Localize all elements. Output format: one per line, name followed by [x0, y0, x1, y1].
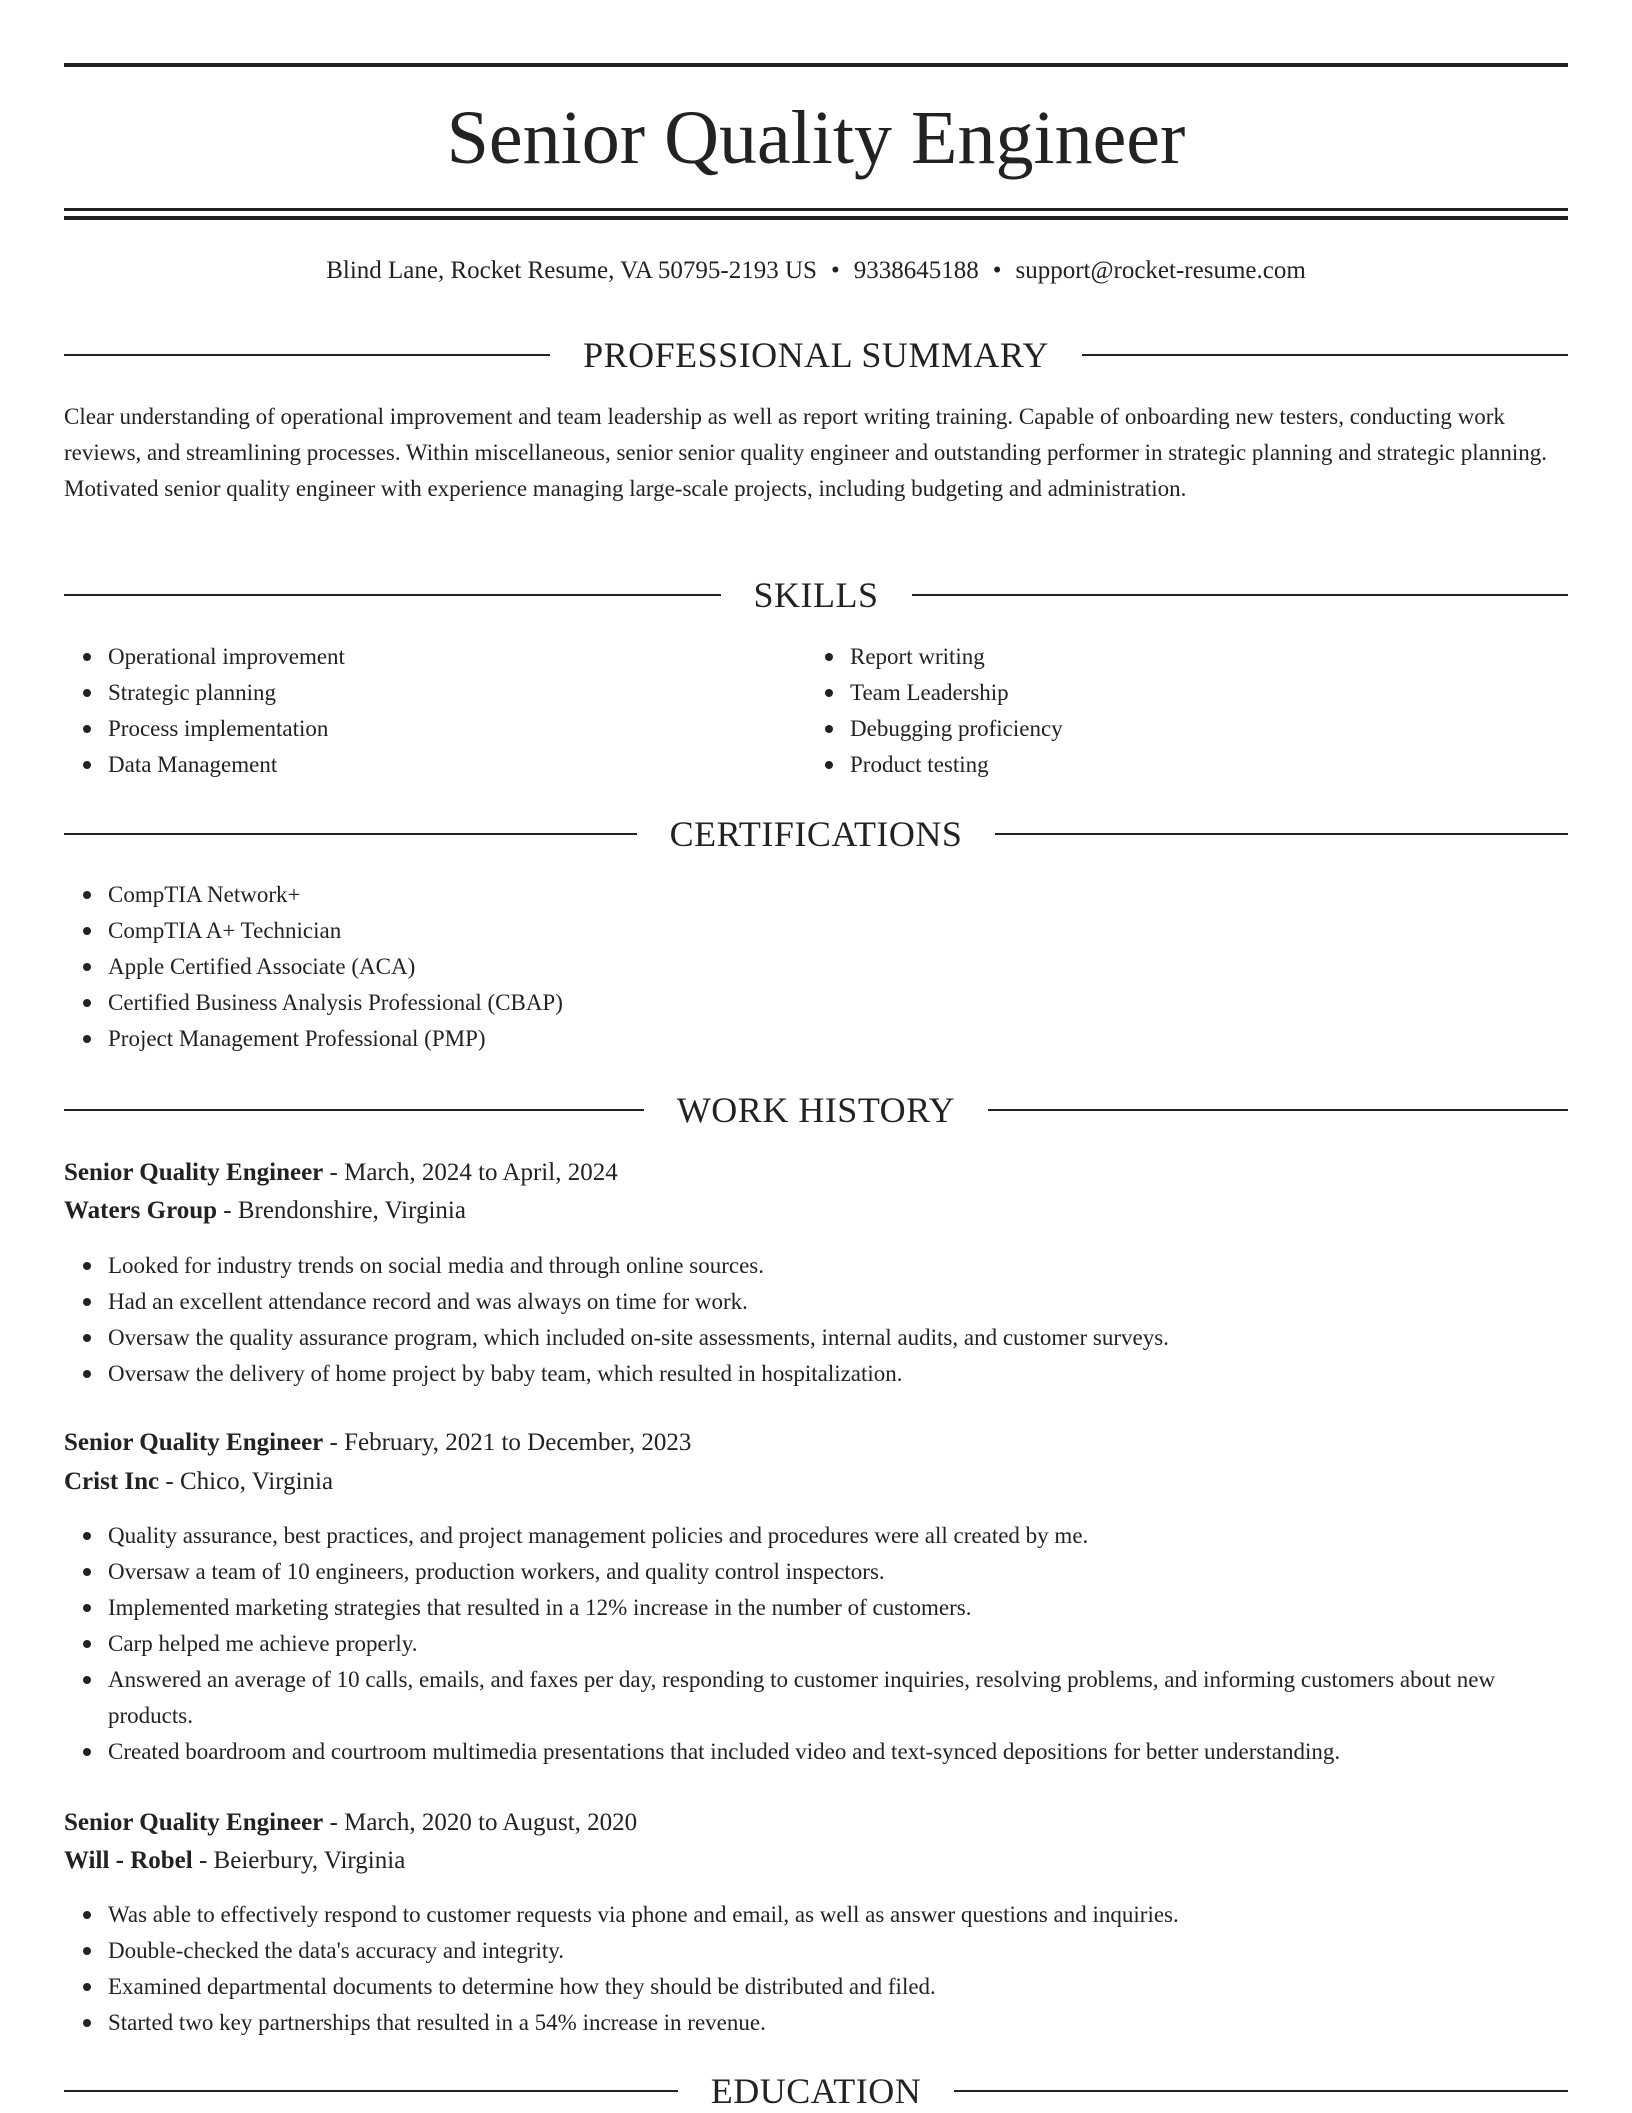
skill-item: Product testing — [850, 747, 1550, 783]
section-heading-skills — [64, 573, 1568, 617]
double-rule-upper — [64, 208, 1568, 211]
job-company: Crist Inc — [64, 1468, 160, 1495]
section-title: EDUCATION — [710, 2071, 922, 2111]
job-bullet: Double-checked the data's accuracy and integrity. — [108, 1933, 1568, 1969]
heading-rule — [64, 2090, 678, 2092]
job-bullet: Oversaw the quality assurance program, which included on-site assessments, internal audits, and customer surveys. — [108, 1320, 1568, 1356]
section-title: CERTIFICATIONS — [669, 814, 963, 854]
section-heading-certifications — [64, 812, 1568, 856]
job-title: Senior Quality Engineer — [64, 1429, 324, 1456]
heading-rule — [1082, 354, 1568, 356]
job-bullets — [64, 1248, 1568, 1392]
section-title: PROFESSIONAL SUMMARY — [583, 335, 1049, 375]
top-rule — [64, 63, 1568, 67]
job-bullets — [64, 1518, 1568, 1770]
heading-rule — [995, 833, 1568, 835]
resume-title: Senior Quality Engineer — [446, 96, 1186, 180]
job-bullet: Quality assurance, best practices, and project management policies and procedures were all created by me. — [108, 1518, 1568, 1554]
job-company: Waters Group — [64, 1197, 218, 1224]
job-bullet: Oversaw a team of 10 engineers, production workers, and quality control inspectors. — [108, 1554, 1568, 1590]
contact-line — [64, 253, 1568, 289]
skill-item: Strategic planning — [108, 675, 808, 711]
certification-item: Apple Certified Associate (ACA) — [108, 949, 1568, 985]
skill-item: Debugging proficiency — [850, 711, 1550, 747]
job-title: Senior Quality Engineer — [64, 1159, 324, 1186]
job-location: - Chico, Virginia — [159, 1468, 334, 1495]
job-title-line — [64, 1155, 1568, 1191]
heading-rule — [64, 1109, 644, 1111]
job-company-line — [64, 1843, 1568, 1879]
job-bullet: Answered an average of 10 calls, emails, and faxes per day, responding to customer inquiries, resolving problems, and informing customers about new products. — [108, 1662, 1568, 1734]
job-dates: - March, 2020 to August, 2020 — [323, 1809, 638, 1836]
certification-item: Certified Business Analysis Professional (CBAP) — [108, 985, 1568, 1021]
title-double-rule — [64, 208, 1568, 220]
job-bullet: Implemented marketing strategies that resulted in a 12% increase in the number of customers. — [108, 1590, 1568, 1626]
job-bullet: Carp helped me achieve properly. — [108, 1626, 1568, 1662]
job-title-line — [64, 1425, 1568, 1461]
skill-item: Team Leadership — [850, 675, 1550, 711]
heading-rule — [64, 594, 721, 596]
job-bullets — [64, 1897, 1568, 2041]
certifications-list — [64, 877, 1568, 1057]
heading-rule — [988, 1109, 1568, 1111]
section-heading-education — [64, 2069, 1568, 2113]
job-company-line — [64, 1464, 1568, 1500]
contact-phone: 9338645188 — [853, 257, 979, 284]
contact-address: Blind Lane, Rocket Resume, VA 50795-2193 US — [326, 257, 817, 284]
job-dates: - March, 2024 to April, 2024 — [323, 1159, 618, 1186]
job-company: Will - Robel — [64, 1847, 193, 1874]
job-location: - Beierbury, Virginia — [192, 1847, 406, 1874]
section-heading-summary — [64, 333, 1568, 377]
skills-list-left — [64, 639, 808, 783]
heading-rule — [912, 594, 1569, 596]
section-heading-work-history — [64, 1088, 1568, 1132]
contact-separator: • — [830, 257, 840, 284]
job-location: - Brendonshire, Virginia — [217, 1197, 466, 1224]
certification-item: CompTIA Network+ — [108, 877, 1568, 913]
heading-rule — [64, 354, 550, 356]
heading-rule — [64, 833, 637, 835]
skills-list-right — [806, 639, 1550, 783]
job-bullet: Had an excellent attendance record and was always on time for work. — [108, 1284, 1568, 1320]
job-bullet: Created boardroom and courtroom multimedia presentations that included video and text-synced depositions for better understanding. — [108, 1734, 1568, 1770]
heading-rule — [954, 2090, 1568, 2092]
skill-item: Process implementation — [108, 711, 808, 747]
job-title: Senior Quality Engineer — [64, 1809, 324, 1836]
skill-item: Report writing — [850, 639, 1550, 675]
contact-separator: • — [992, 257, 1002, 284]
summary-text: Clear understanding of operational improvement and team leadership as well as report writing training. Capable of onboarding new testers, conducting work reviews, and streamlining processes. Within miscellaneous, senior senior quality engineer and outstanding performer in strategic planning and strategic planning. Motivated senior quality engineer with experience managing large-scale projects, including budgeting and administration. — [64, 404, 1548, 501]
job-title-line — [64, 1805, 1568, 1841]
job-bullet: Started two key partnerships that resulted in a 54% increase in revenue. — [108, 2005, 1568, 2041]
section-title: SKILLS — [753, 575, 879, 615]
job-dates: - February, 2021 to December, 2023 — [323, 1429, 692, 1456]
double-rule-lower — [64, 216, 1568, 220]
section-title: WORK HISTORY — [676, 1090, 956, 1130]
skill-item: Data Management — [108, 747, 808, 783]
job-bullet: Oversaw the delivery of home project by baby team, which resulted in hospitalization. — [108, 1356, 1568, 1392]
job-bullet: Examined departmental documents to determine how they should be distributed and filed. — [108, 1969, 1568, 2005]
certification-item: Project Management Professional (PMP) — [108, 1021, 1568, 1057]
skill-item: Operational improvement — [108, 639, 808, 675]
certification-item: CompTIA A+ Technician — [108, 913, 1568, 949]
job-company-line — [64, 1193, 1568, 1229]
job-bullet: Looked for industry trends on social media and through online sources. — [108, 1248, 1568, 1284]
job-bullet: Was able to effectively respond to customer requests via phone and email, as well as answer questions and inquiries. — [108, 1897, 1568, 1933]
contact-email: support@rocket-resume.com — [1015, 257, 1306, 284]
